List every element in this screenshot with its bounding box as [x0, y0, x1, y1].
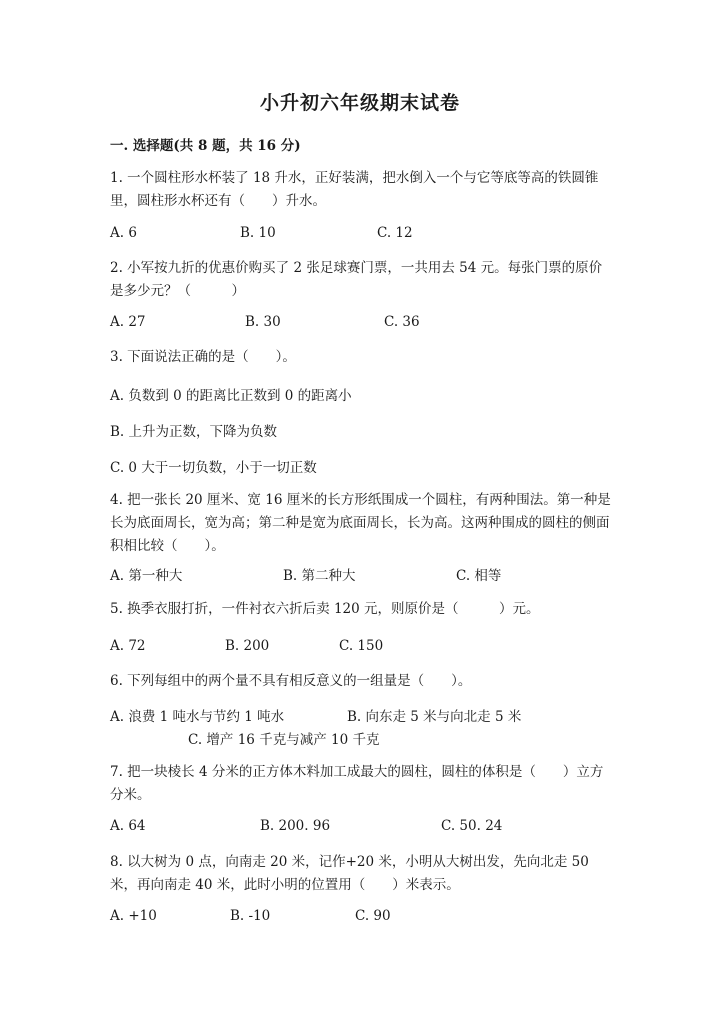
question-stem: 7. 把一块棱长 4 分米的正方体木料加工成最大的圆柱，圆柱的体积是（ ）立方分米。	[110, 764, 604, 803]
question-stem: 6. 下列每组中的两个量不具有相反意义的一组量是（ ）。	[110, 673, 472, 689]
option-a: A. +10	[110, 908, 157, 924]
question-stem: 3. 下面说法正确的是（ ）。	[110, 349, 296, 365]
question-6	[110, 670, 615, 693]
question-stem: 1. 一个圆柱形水杯装了 18 升水，正好装满，把水倒入一个与它等底等高的铁圆锥里，圆柱形水杯还有（ ）升水。	[110, 170, 599, 209]
option-b: B. 上升为正数，下降为负数	[110, 424, 278, 440]
question-stem: 2. 小军按九折的优惠价购买了 2 张足球赛门票，一共用去 54 元。每张门票的原价是多少元？（ ）	[110, 260, 603, 299]
option-b: B. 200	[225, 638, 270, 654]
option-b: B. -10	[230, 908, 271, 924]
section-heading: 一. 选择题(共 8 题，共 16 分)	[110, 138, 301, 154]
question-5	[110, 598, 615, 621]
question-stem: 4. 把一张长 20 厘米、宽 16 厘米的长方形纸围成一个圆柱，有两种围法。第一种是长为底面周长，宽为高；第二种是宽为底面周长，长为高。这两种围成的圆柱的侧面积相比较（ ）。	[110, 492, 611, 554]
option-b: B. 10	[240, 225, 276, 241]
question-stem: 8. 以大树为 0 点，向南走 20 米，记作+20 米，小明从大树出发，先向北走 50 米，再向南走 40 米，此时小明的位置用（ ）米表示。	[110, 854, 589, 893]
option-a: A. 27	[110, 314, 146, 330]
option-b: B. 向东走 5 米与向北走 5 米	[347, 709, 522, 725]
option-c: C. 90	[355, 908, 391, 924]
question-2	[110, 257, 615, 303]
option-a: A. 72	[110, 638, 146, 654]
option-b: B. 200. 96	[260, 818, 331, 834]
question-4	[110, 489, 615, 558]
question-stem: 5. 换季衣服打折，一件衬衣六折后卖 120 元，则原价是（ ）元。	[110, 601, 540, 617]
option-b: B. 第二种大	[283, 568, 356, 584]
option-c: C. 相等	[456, 568, 502, 584]
option-a: A. 第一种大	[110, 568, 183, 584]
option-c: C. 36	[384, 314, 420, 330]
question-7	[110, 761, 615, 807]
option-c: C. 增产 16 千克与减产 10 千克	[188, 732, 380, 748]
question-8	[110, 851, 615, 897]
option-c: C. 50. 24	[441, 818, 503, 834]
question-3	[110, 346, 615, 369]
option-a: A. 64	[110, 818, 146, 834]
option-a: A. 浪费 1 吨水与节约 1 吨水	[110, 709, 285, 725]
question-1	[110, 167, 615, 213]
exam-title: 小升初六年级期末试卷	[259, 92, 460, 114]
option-c: C. 150	[339, 638, 384, 654]
option-b: B. 30	[245, 314, 281, 330]
option-a: A. 负数到 0 的距离比正数到 0 的距离小	[110, 388, 352, 404]
option-c: C. 12	[377, 225, 413, 241]
option-c: C. 0 大于一切负数，小于一切正数	[110, 460, 317, 476]
option-a: A. 6	[110, 225, 137, 241]
